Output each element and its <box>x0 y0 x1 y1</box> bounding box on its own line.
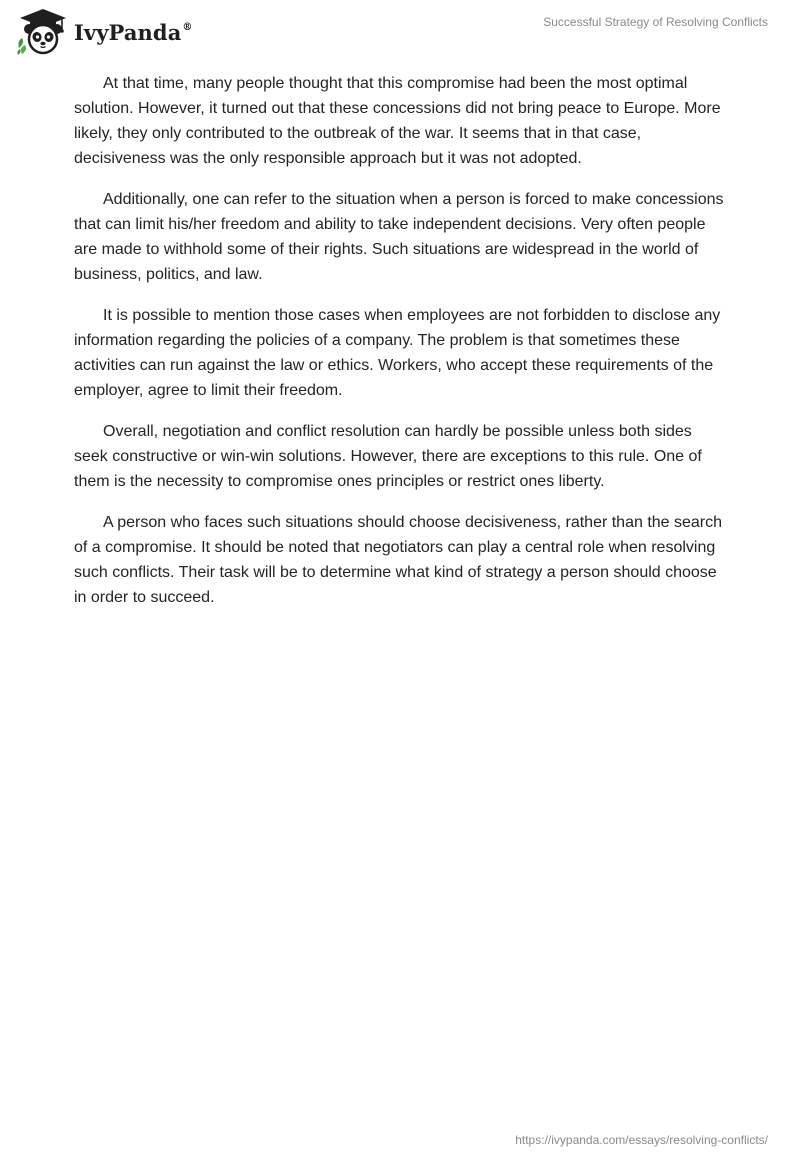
essay-body <box>74 71 728 626</box>
footer-url[interactable]: https://ivypanda.com/essays/resolving-conflicts/ <box>515 1133 768 1147</box>
ivypanda-logo[interactable] <box>16 8 193 56</box>
running-title: Successful Strategy of Resolving Conflicts <box>543 15 768 29</box>
paragraph: Additionally, one can refer to the situation when a person is forced to make concessions that can limit his/her freedom and ability to take independent decisions. Very often people are made to withhold some of their rights. Such situations are widespread in the world of business, politics, and law. <box>74 191 724 283</box>
paragraph: At that time, many people thought that this compromise had been the most optimal solution. However, it turned out that these concessions did not bring peace to Europe. More likely, they only contributed to the outbreak of the war. It seems that in that case, decisiveness was the only responsible approach but it was not adopted. <box>74 75 721 167</box>
trademark-symbol: ® <box>182 21 193 33</box>
paragraph: Overall, negotiation and conflict resolution can hardly be possible unless both sides seek constructive or win-win solutions. However, there are exceptions to this rule. One of them is the necessity to compromise ones principles or restrict ones liberty. <box>74 423 702 490</box>
panda-graduation-cap-icon <box>16 8 70 56</box>
paragraph: A person who faces such situations should choose decisiveness, rather than the search of a compromise. It should be noted that negotiators can play a central role when resolving such conflicts. Their task will be to determine what kind of strategy a person should choose in order to succeed. <box>74 514 723 606</box>
paragraph: It is possible to mention those cases when employees are not forbidden to disclose any information regarding the policies of a company. The problem is that sometimes these activities can run against the law or ethics. Workers, who accept these requirements of the employer, agree to limit their freedom. <box>74 307 721 399</box>
brand-name: IvyPanda® <box>74 19 193 45</box>
